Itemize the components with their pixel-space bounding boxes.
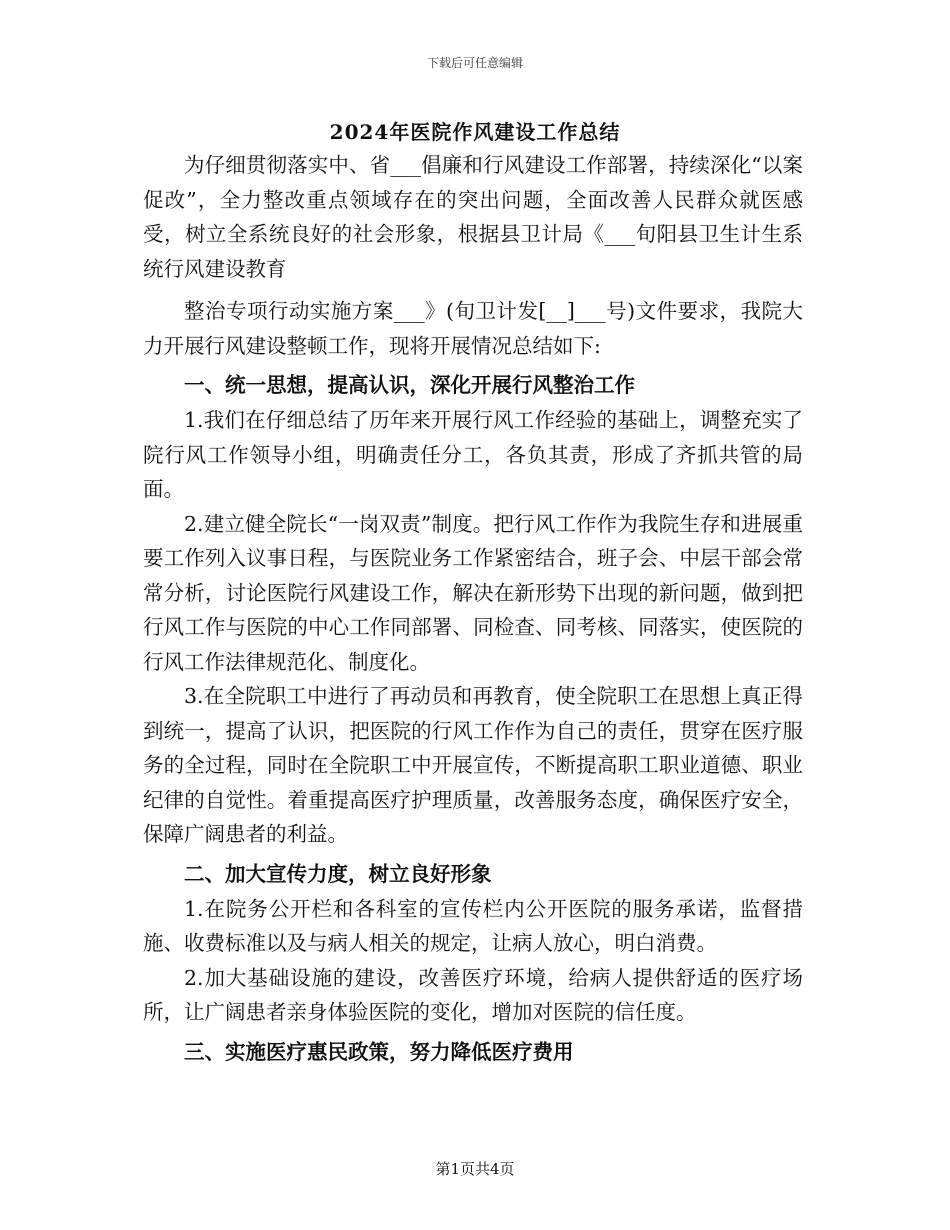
document-title: 2024年医院作风建设工作总结 bbox=[329, 120, 621, 144]
section-2-item-2: 2.加大基础设施的建设，改善医疗环境，给病人提供舒适的医疗场所，让广阔患者亲身体验医院的变化，增加对医院的信任度。 bbox=[143, 965, 803, 1024]
intro-paragraph-2: 整治专项行动实施方案___》(旬卫计发[__]___号)文件要求，我院大力开展行风建设整顿工作，现将开展情况总结如下: bbox=[143, 299, 803, 358]
section-2-heading: 二、加大宣传力度，树立良好形象 bbox=[184, 861, 492, 886]
section-1-item-2: 2.建立健全院长“一岗双责”制度。把行风工作作为我院生存和进展重要工作列入议事日程，与医院业务工作紧密结合，班子会、中层干部会常常分析，讨论医院行风建设工作，解决在新形势下出现的新问题，做到把行风工作与医院的中心工作同部署、同检查、同考核、同落实，使医院的行风工作法律规范化、制度化。 bbox=[143, 511, 803, 674]
section-1-heading: 一、统一思想，提高认识，深化开展行风整治工作 bbox=[184, 373, 635, 397]
header-note: 下载后可任意编辑 bbox=[426, 56, 523, 70]
section-1-item-3: 3.在全院职工中进行了再动员和再教育，使全院职工在思想上真正得到统一，提高了认识，把医院的行风工作作为自己的责任，贯穿在医疗服务的全过程，同时在全院职工中开展宣传，不断提高职工职业道德、职业纪律的自觉性。着重提高医疗护理质量，改善服务态度，确保医疗安全，保障广阔患者的利益。 bbox=[143, 684, 803, 846]
section-2-item-1: 1.在院务公开栏和各科室的宣传栏内公开医院的服务承诺，监督措施、收费标准以及与病人相关的规定，让病人放心，明白消费。 bbox=[143, 896, 803, 955]
document-body bbox=[143, 148, 803, 1070]
section-1-item-1: 1.我们在仔细总结了历年来开展行风工作经验的基础上，调整充实了院行风工作领导小组，明确责任分工，各负其责，形成了齐抓共管的局面。 bbox=[143, 408, 803, 501]
section-3-heading: 三、实施医疗惠民政策，努力降低医疗费用 bbox=[184, 1039, 574, 1064]
page-number-footer: 第1页共4页 bbox=[435, 1160, 515, 1178]
intro-paragraph-1: 为仔细贯彻落实中、省___倡廉和行风建设工作部署，持续深化“以案促改”，全力整改重点领域存在的突出问题，全面改善人民群众就医感受，树立全系统良好的社会形象，根据县卫计局《___旬阳县卫生计生系统行风建设教育 bbox=[143, 153, 803, 281]
